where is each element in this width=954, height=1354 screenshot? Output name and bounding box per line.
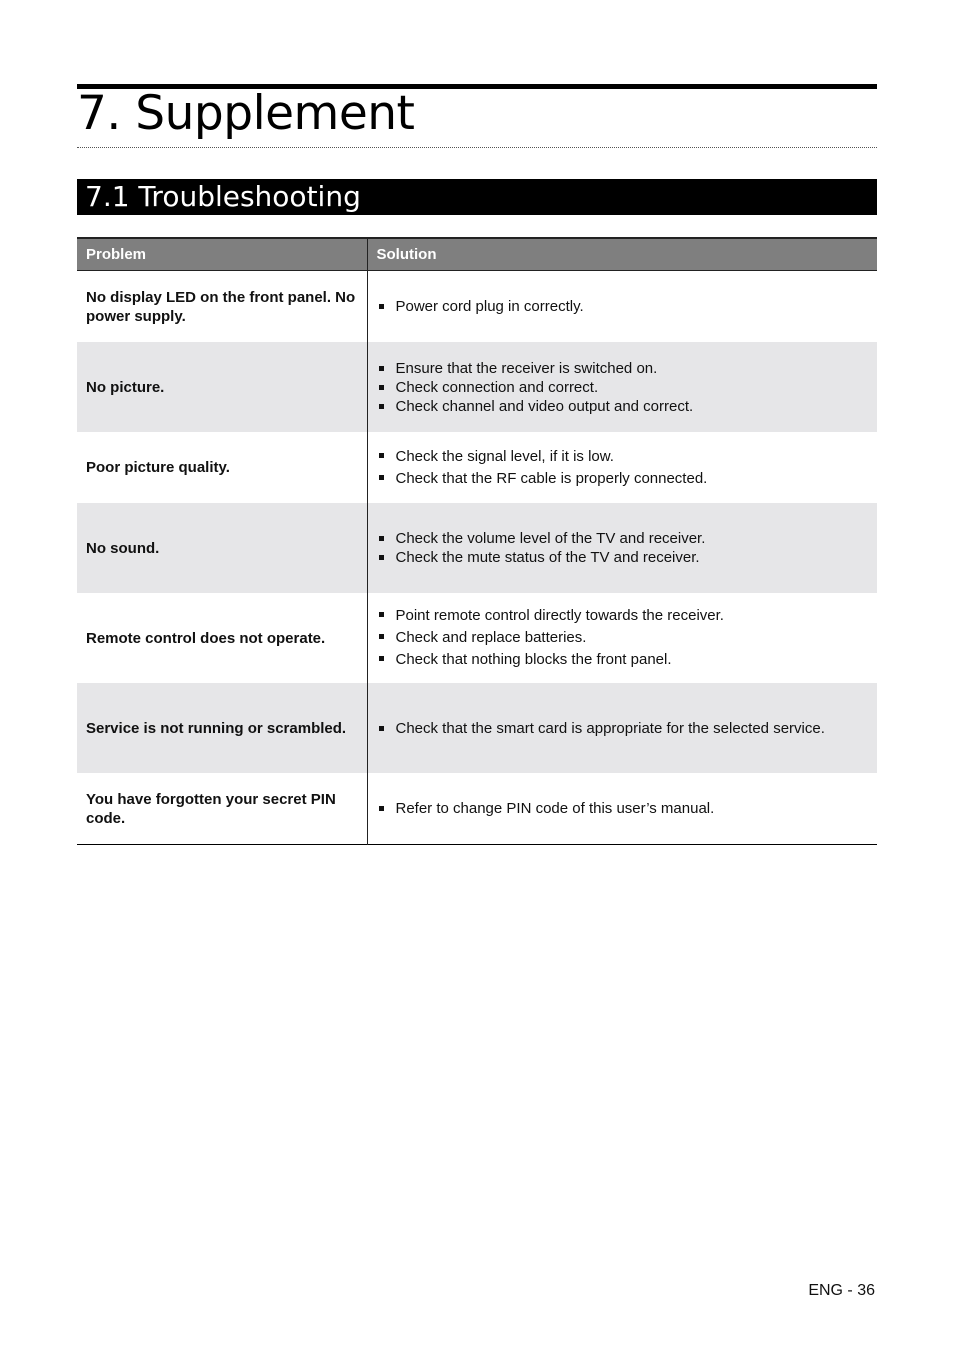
- solution-item: Check channel and video output and correct.: [377, 397, 869, 416]
- table-row: [77, 593, 877, 683]
- solution-cell: [367, 593, 877, 683]
- chapter-title: 7. Supplement: [77, 86, 415, 141]
- solution-cell: [367, 432, 877, 503]
- solution-list: [377, 799, 869, 818]
- page-number: ENG - 36: [808, 1282, 875, 1299]
- section-title: 7.1 Troubleshooting: [85, 180, 361, 213]
- solution-item: Check the signal level, if it is low.: [377, 446, 869, 468]
- solution-cell: [367, 503, 877, 593]
- solution-item: Check connection and correct.: [377, 378, 869, 397]
- table-header-row: [77, 238, 877, 271]
- solution-list: [377, 359, 869, 416]
- solution-item: Check the mute status of the TV and receiver.: [377, 548, 869, 567]
- solution-item: Refer to change PIN code of this user’s manual.: [377, 799, 869, 818]
- solution-item: Check that nothing blocks the front panel.: [377, 649, 869, 671]
- solution-item: Point remote control directly towards the receiver.: [377, 605, 869, 627]
- table-row: [77, 432, 877, 503]
- troubleshooting-table: [77, 237, 877, 845]
- problem-cell: No picture.: [77, 342, 367, 432]
- column-header-solution: Solution: [367, 238, 877, 271]
- table-row: [77, 342, 877, 432]
- table-row: [77, 683, 877, 773]
- solution-item: Power cord plug in correctly.: [377, 297, 869, 316]
- solution-list: [377, 605, 869, 671]
- solution-item: Check and replace batteries.: [377, 627, 869, 649]
- solution-cell: [367, 342, 877, 432]
- table-row: [77, 503, 877, 593]
- solution-list: [377, 297, 869, 316]
- solution-list: [377, 529, 869, 567]
- problem-cell: You have forgotten your secret PIN code.: [77, 773, 367, 845]
- problem-cell: Remote control does not operate.: [77, 593, 367, 683]
- solution-cell: [367, 271, 877, 343]
- section-header-bar: [77, 179, 877, 215]
- table-row: [77, 271, 877, 343]
- solution-item: Check that the RF cable is properly connected.: [377, 468, 869, 490]
- chapter-dotted-divider: [77, 147, 877, 148]
- solution-item: Check that the smart card is appropriate for the selected service.: [377, 719, 869, 738]
- table-row: [77, 773, 877, 845]
- problem-cell: No sound.: [77, 503, 367, 593]
- column-header-problem: Problem: [77, 238, 367, 271]
- solution-cell: [367, 683, 877, 773]
- solution-list: [377, 719, 869, 738]
- solution-item: Check the volume level of the TV and receiver.: [377, 529, 869, 548]
- solution-list: [377, 446, 869, 490]
- problem-cell: Poor picture quality.: [77, 432, 367, 503]
- solution-item: Ensure that the receiver is switched on.: [377, 359, 869, 378]
- problem-cell: Service is not running or scrambled.: [77, 683, 367, 773]
- problem-cell: No display LED on the front panel. No power supply.: [77, 271, 367, 343]
- solution-cell: [367, 773, 877, 845]
